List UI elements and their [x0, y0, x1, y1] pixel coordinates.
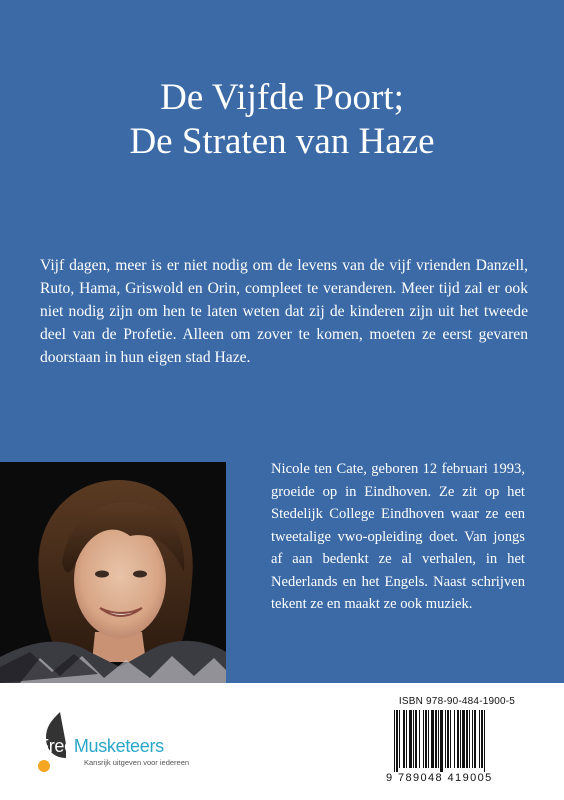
barcode-bar	[472, 710, 473, 768]
barcode-bar	[428, 710, 429, 768]
barcode-bar	[474, 710, 476, 768]
author-photo	[0, 462, 226, 683]
barcode-bar	[396, 710, 398, 772]
barcode-bar	[413, 710, 414, 768]
barcode-bar	[466, 710, 468, 768]
book-title	[0, 76, 564, 164]
barcode-bar	[438, 710, 439, 768]
barcode-bar	[423, 710, 424, 768]
barcode-bar	[425, 710, 427, 768]
barcode-bar	[440, 710, 443, 772]
publisher-name-free: Free	[38, 736, 74, 756]
barcode-bar	[447, 710, 449, 768]
barcode-bar	[457, 710, 459, 768]
title-line-2: De Straten van Haze	[129, 121, 435, 162]
barcode-bar	[445, 710, 446, 768]
barcode-bar	[399, 710, 400, 768]
title-line-1: De Vijfde Poort;	[160, 77, 404, 118]
barcode-bar	[469, 710, 470, 768]
barcode-bar	[484, 710, 485, 772]
barcode-bar	[415, 710, 417, 768]
publisher-name-musketeers: Musketeers	[73, 736, 164, 756]
barcode-bar	[403, 710, 405, 768]
barcode-bar	[409, 710, 412, 768]
barcode-bar	[454, 710, 455, 768]
barcode-bar	[435, 710, 437, 768]
barcode-bar	[394, 710, 395, 772]
isbn-label: ISBN 978-90-484-1900-5	[398, 696, 516, 707]
barcode-bar	[450, 710, 451, 768]
author-bio: Nicole ten Cate, geboren 12 februari 1993, groeide op in Eindhoven. Ze zit op het Stedelijk College Eindhoven waar ze een tweetalige vwo-opleiding doet. Van jongs af aan bedenkt ze al verhalen, in het Nederlands en het Engels. Naast schrijven tekent ze en maakt ze ook muziek.	[271, 461, 525, 612]
publisher-name	[38, 736, 164, 756]
barcode-bar	[431, 710, 434, 768]
synopsis-text: Vijf dagen, meer is er niet nodig om de levens van de vijf vrienden Danzell, Ruto, Hama, Griswold en Orin, compleet te veranderen. Meer tijd zal er ook niet nodig zijn om hen te laten weten dat zij de kinderen zijn uit het tweede deel van de Profetie. Alleen om zover te komen, moeten ze eerst gevaren doorstaan in hun eigen stad Haze.	[40, 257, 528, 366]
barcode-bar	[462, 710, 465, 768]
barcode-bar	[406, 710, 407, 768]
barcode-bar	[460, 710, 461, 768]
author-portrait-icon	[0, 462, 226, 683]
publisher-logo	[32, 710, 192, 775]
publisher-tagline: Kansrijk uitgeven voor iedereen	[84, 758, 190, 767]
barcode-bar	[479, 710, 480, 768]
barcode-bars-icon	[394, 710, 522, 772]
barcode	[386, 696, 528, 788]
ean-digits: 9 789048 419005	[386, 772, 493, 784]
barcode-bar	[481, 710, 483, 768]
barcode-bar	[419, 710, 420, 768]
